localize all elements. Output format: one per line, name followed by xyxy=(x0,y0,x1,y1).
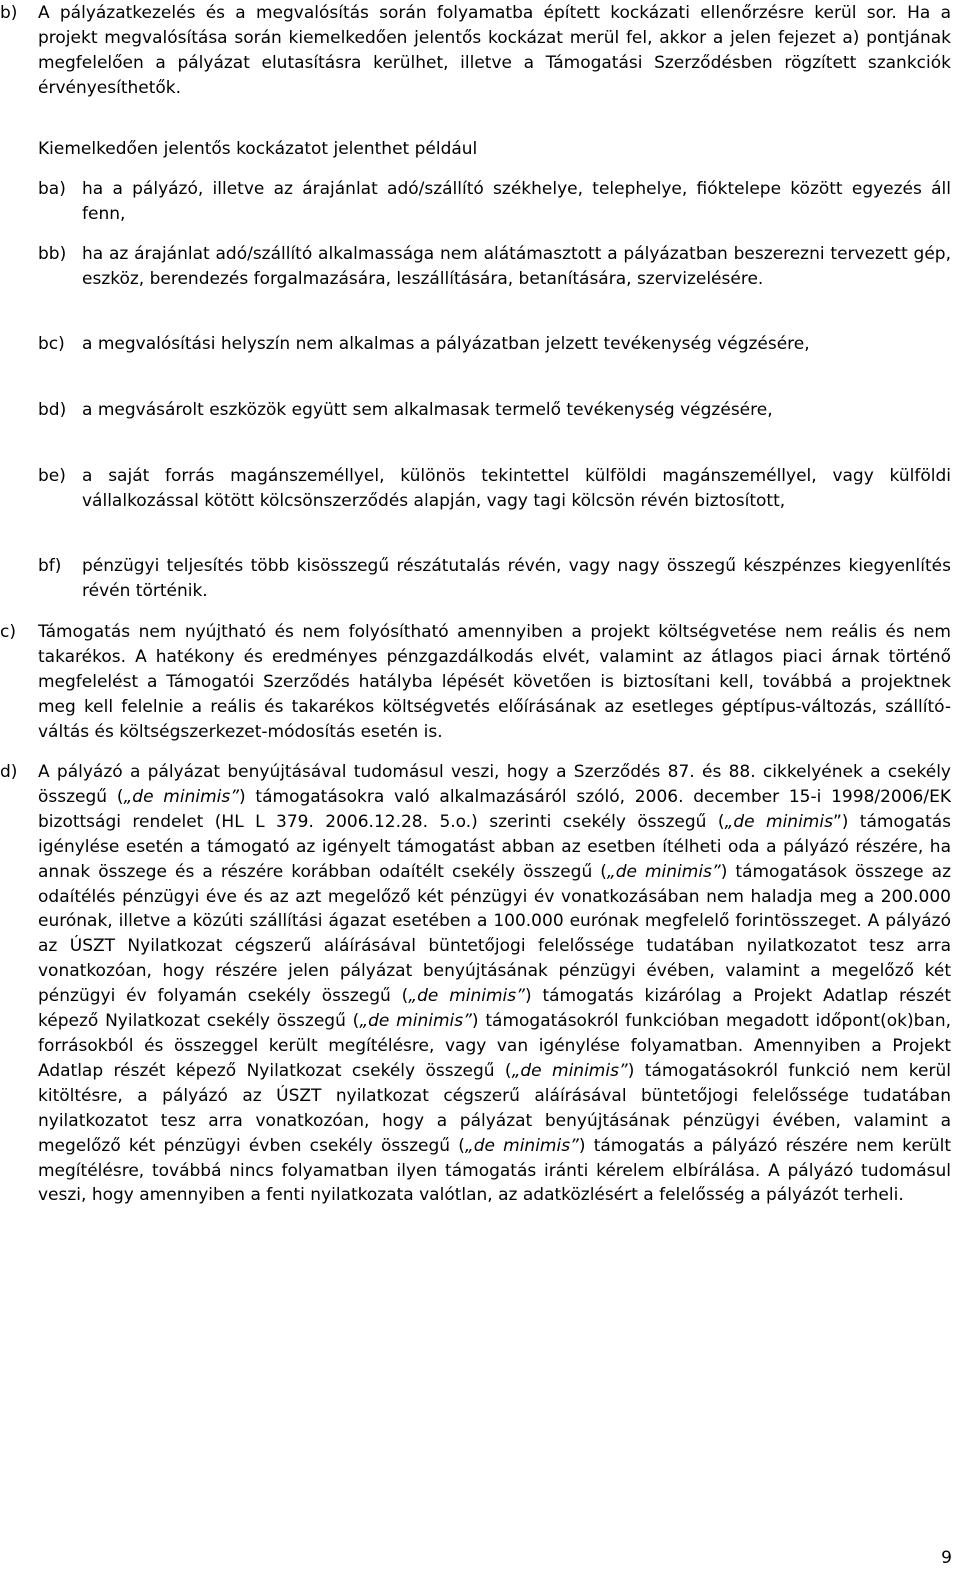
sub-item-label: bd) xyxy=(38,400,67,420)
item-label: d) xyxy=(0,762,18,782)
sub-item-text: a megvásárolt eszközök együtt sem alkalmasak termelő tevékenység végzésére, xyxy=(82,400,773,420)
sub-item-bf xyxy=(38,554,951,604)
intro-text: Kiemelkedően jelentős kockázatot jelenthet például xyxy=(38,139,478,159)
item-label: c) xyxy=(0,622,16,642)
page-number: 9 xyxy=(941,1548,952,1568)
sub-item-label: bf) xyxy=(38,556,62,576)
sub-item-text: ha a pályázó, illetve az árajánlat adó/szállító székhelye, telephelye, fióktelepe között egyezés áll fenn, xyxy=(82,179,951,224)
de-minimis-term: „de minimis” xyxy=(606,861,721,882)
item-label: b) xyxy=(0,3,18,23)
sub-item-label: ba) xyxy=(38,179,66,199)
sub-item-ba xyxy=(38,177,951,227)
sub-item-label: bc) xyxy=(38,334,65,354)
sub-item-bc xyxy=(38,332,951,357)
sub-item-bd xyxy=(38,398,951,423)
item-text: Támogatás nem nyújtható és nem folyósítható amennyiben a projekt költségvetése nem reális és nem takarékos. A hatékony és eredményes pénzgazdálkodás elvét, valamint az átlagos piaci árnak történő megfelelést a Támogatói Szerződés hatályba lépését követően is biztosítani kell, továbbá a projektnek meg kell felelnie a reális és takarékos költségvetés előírásának az esetleges géptípus-változás, szállító-váltás és költségszerkezet-módosítás esetén is. xyxy=(38,622,951,742)
sub-item-text: pénzügyi teljesítés több kisösszegű részátutalás révén, vagy nagy összegű készpénzes kiegyenlítés révén történik. xyxy=(82,556,951,601)
sub-item-text: ha az árajánlat adó/szállító alkalmassága nem alátámasztott a pályázatban beszerezni tervezett gép, eszköz, berendezés forgalmazására, leszállítására, betanítására, szervizelésére. xyxy=(82,244,951,289)
de-minimis-term: „de minimis” xyxy=(511,1060,628,1081)
sub-item-text: a megvalósítási helyszín nem alkalmas a pályázatban jelzett tevékenység végzésére, xyxy=(82,334,810,354)
de-minimis-term: „de minimis” xyxy=(359,1011,472,1032)
de-minimis-term: „de minimis” xyxy=(464,1135,579,1156)
de-minimis-term: „de minimis” xyxy=(123,786,240,807)
item-text: A pályázó a pályázat benyújtásával tudomásul veszi, hogy a Szerződés 87. és 88. cikkelyének a csekély összegű („de minimis”) támogatásokra való alkalmazásáról szóló, 2006. december 15-i 1998/2006/EK bizottsági rendelet (HL L 379. 2006.12.28. 5.o.) szerinti csekély összegű („de minimis”) támogatás igénylése esetén a támogató az igényelt támogatást abban az esetben ítélheti oda a pályázó részére, ha annak összege és a részére korábban odaítélt csekély összegű („de minimis”) támogatások összege az odaítélés pénzügyi éve és az azt megelőző két pénzügyi év vonatkozásában nem haladja meg a 200.000 eurónak, illetve a közúti szállítási ágazat esetében a 100.000 eurónak megfelelő forintösszeget. A pályázó az ÚSZT Nyilatkozat cégszerű aláírásával büntetőjogi felelőssége tudatában nyilatkozatot tesz arra vonatkozóan, hogy részére jelen pályázat benyújtásának pénzügyi évében, valamint a megelőző két pénzügyi év folyamán csekély összegű („de minimis”) támogatás kizárólag a Projekt Adatlap részét képező Nyilatkozat csekély összegű („de minimis”) támogatásokról funkcióban megadott időpont(ok)ban, forrásokból és összeggel került megítélésre, vagy van igénylése folyamatban. Amennyiben a Projekt Adatlap részét képező Nyilatkozat csekély összegű („de minimis”) támogatásokról funkció nem kerül kitöltésre, a pályázó az ÚSZT nyilatkozat cégszerű aláírásával büntetőjogi felelőssége tudatában nyilatkozatot tesz arra vonatkozóan, hogy a pályázat benyújtásának pénzügyi évében, valamint a megelőző két pénzügyi évben csekély összegű („de minimis”) támogatás a pályázó részére nem került megítélésre, továbbá nincs folyamatban ilyen támogatás iránti kérelem elbírálása. A pályázó tudomásul veszi, hogy amennyiben a fenti nyilatkozata valótlan, az adatközlésért a felelősség a pályázót terheli. xyxy=(38,762,952,1206)
list-item-d xyxy=(0,760,951,1208)
list-item-c xyxy=(0,620,951,745)
de-minimis-term: „de minimis” xyxy=(408,986,525,1007)
sub-item-label: bb) xyxy=(38,244,67,264)
sub-item-label: be) xyxy=(38,466,66,486)
de-minimis-term: „de minimis xyxy=(724,811,833,832)
sub-item-be xyxy=(38,464,951,514)
sub-item-bb xyxy=(38,242,951,292)
sub-item-text: a saját forrás magánszeméllyel, különös tekintettel külföldi magánszeméllyel, vagy külföldi vállalkozással kötött kölcsönszerződés alapján, vagy tagi kölcsön révén biztosított, xyxy=(82,466,951,511)
list-item-b xyxy=(0,1,951,101)
item-text: A pályázatkezelés és a megvalósítás során folyamatba épített kockázati ellenőrzésre kerül sor. Ha a projekt megvalósítása során kiemelkedően jelentős kockázat merül fel, akkor a jelen fejezet a) pontjának megfelelően a pályázat elutasításra kerülhet, illetve a Támogatási Szerződésben rögzített szankciók érvényesíthetők. xyxy=(38,3,951,98)
